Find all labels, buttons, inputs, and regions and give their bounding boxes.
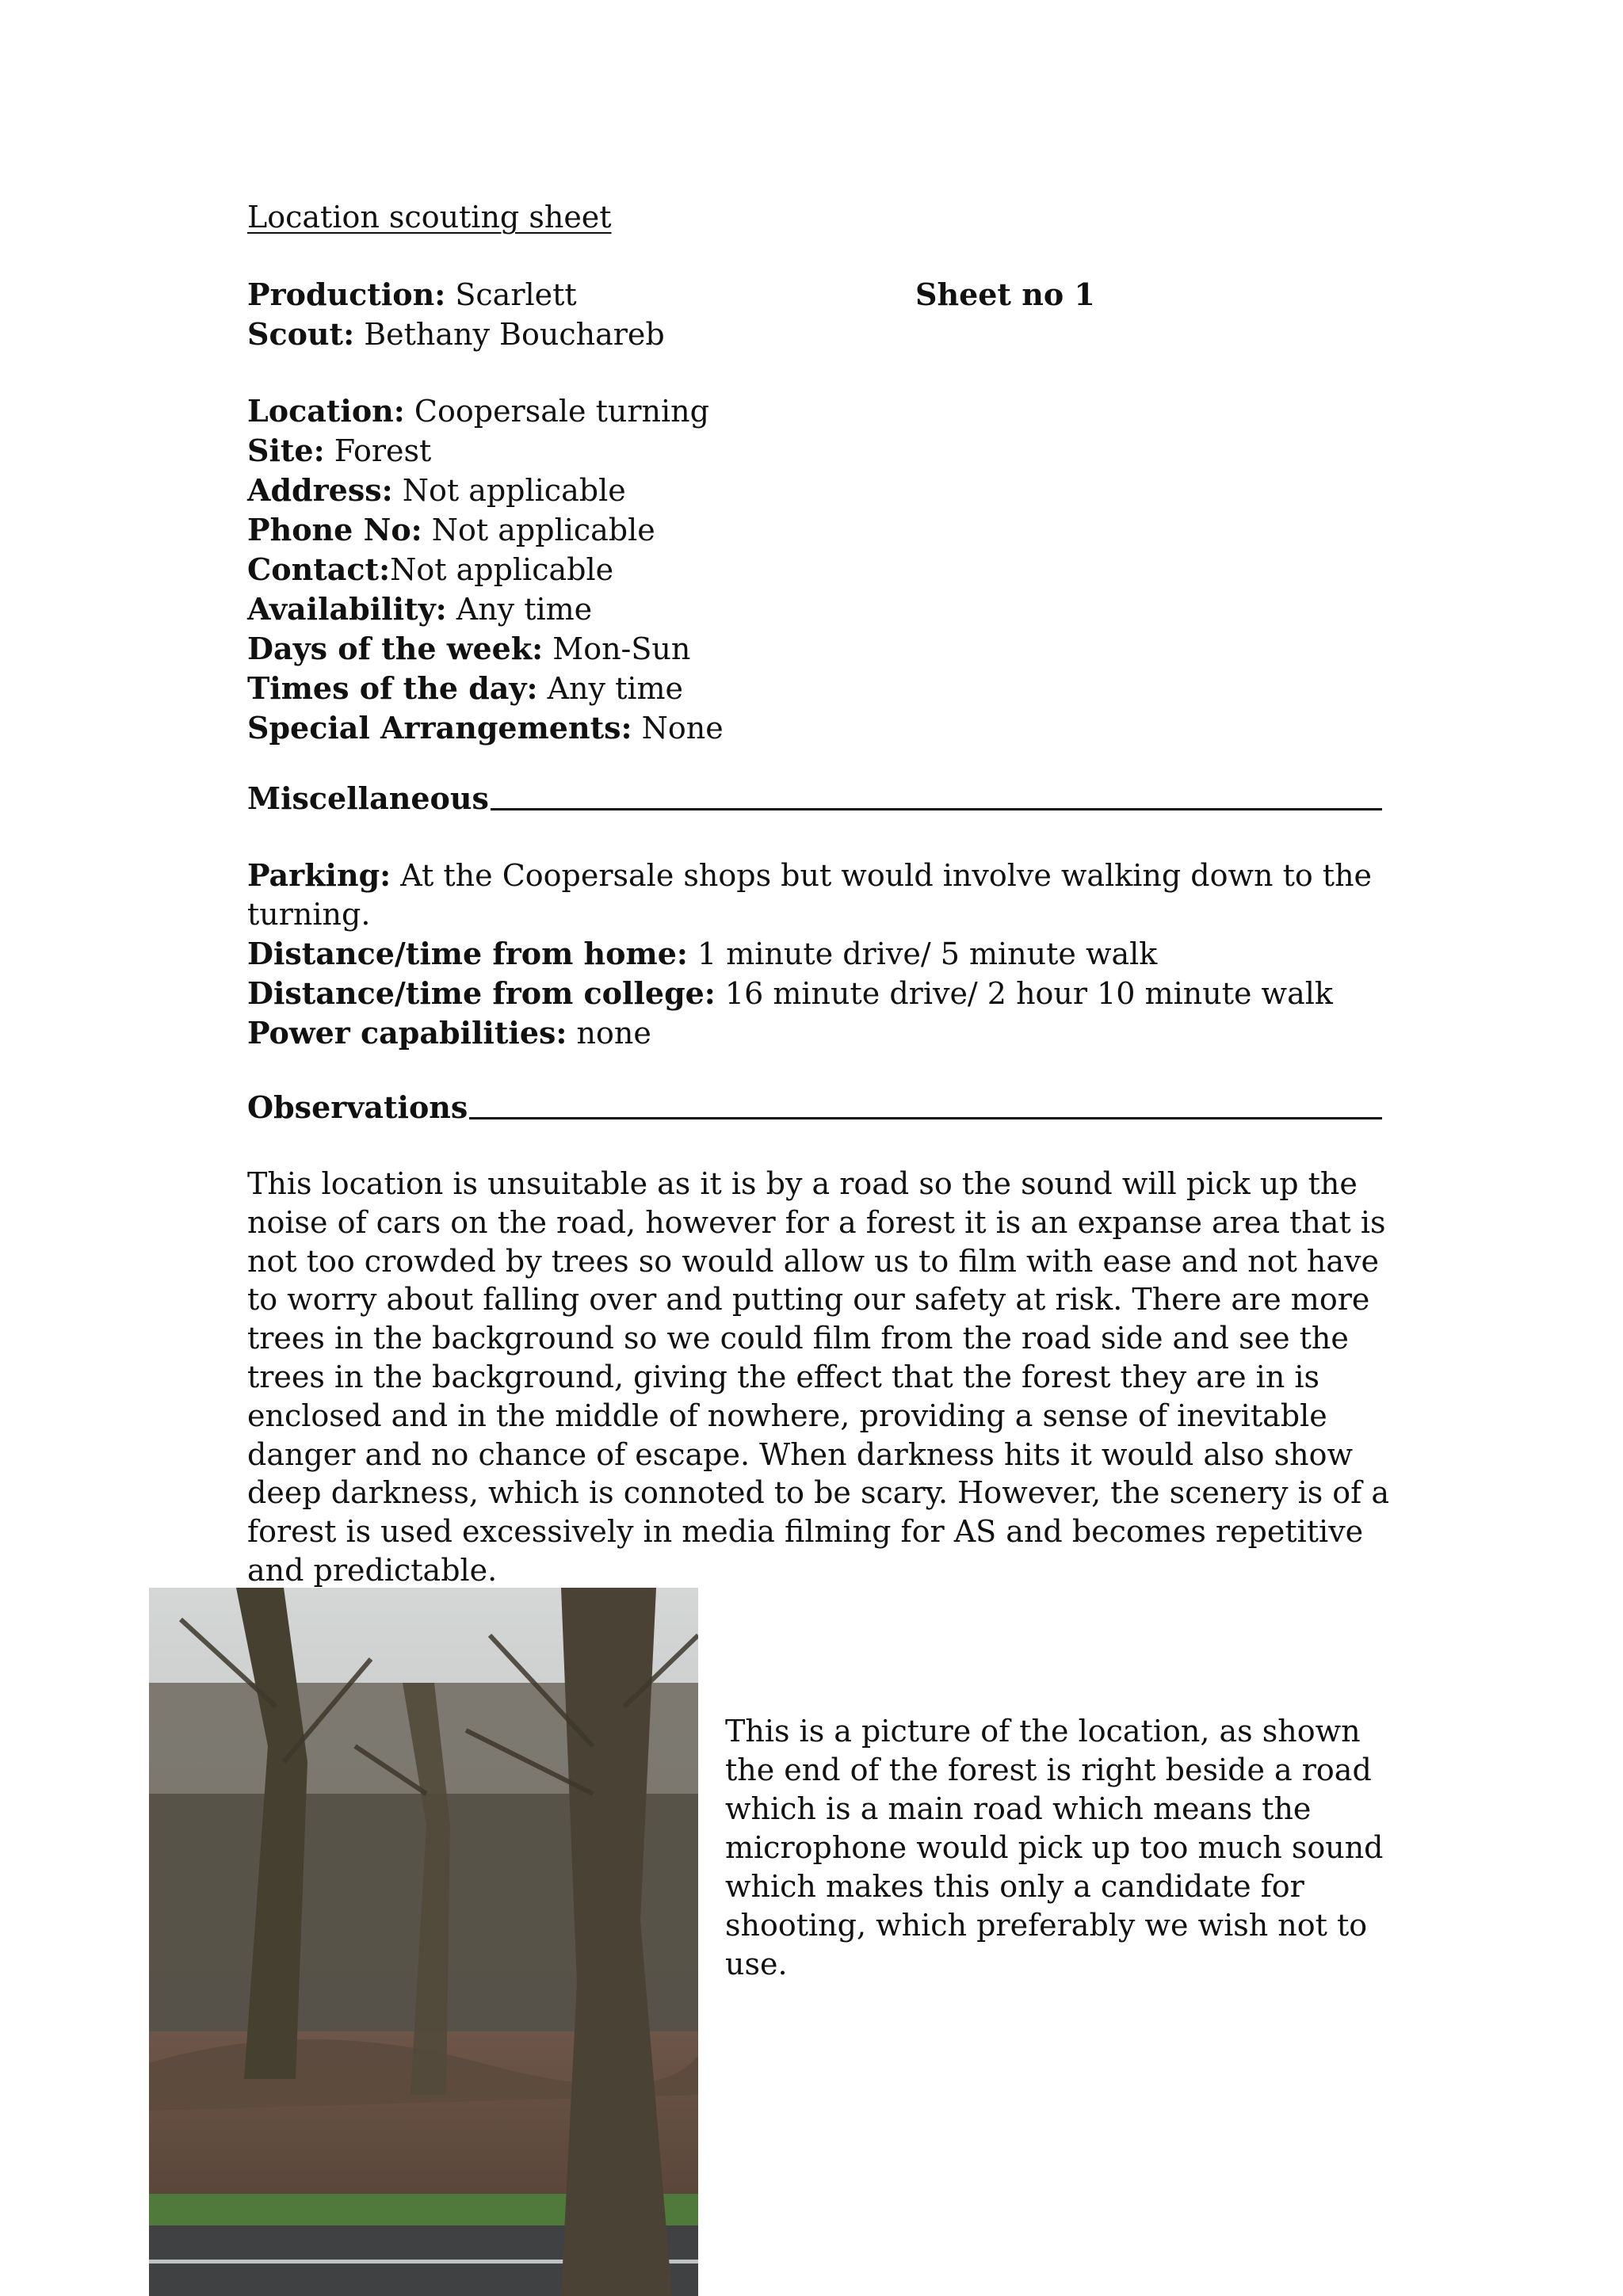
college-distance-value: 16 minute drive/ 2 hour 10 minute walk	[715, 976, 1333, 1011]
detail-label: Phone No:	[247, 512, 422, 547]
home-distance-line	[247, 934, 1388, 974]
parking-label: Parking:	[247, 857, 391, 893]
detail-value: Forest	[324, 433, 432, 468]
home-distance-label: Distance/time from home:	[247, 936, 688, 971]
document-title: Location scouting sheet	[247, 200, 612, 235]
detail-value: Coopersale turning	[404, 394, 709, 429]
detail-value: Not applicable	[392, 473, 626, 508]
details-block	[247, 391, 1388, 748]
detail-value: Not applicable	[390, 552, 614, 587]
detail-phone	[247, 510, 1388, 550]
observations-heading-text: Observations	[247, 1089, 468, 1125]
observations-rule	[469, 1117, 1382, 1119]
detail-times	[247, 669, 1388, 708]
production-line	[247, 275, 1388, 315]
parking-line	[247, 856, 1388, 934]
detail-label: Times of the day:	[247, 670, 538, 706]
production-label: Production:	[247, 277, 446, 312]
detail-contact	[247, 550, 1388, 589]
power-line	[247, 1013, 1388, 1053]
observations-heading	[247, 1088, 1382, 1127]
detail-location	[247, 391, 1388, 431]
detail-value: None	[632, 711, 724, 746]
power-value: none	[567, 1016, 651, 1051]
miscellaneous-heading	[247, 779, 1382, 818]
detail-days	[247, 629, 1388, 669]
miscellaneous-block	[247, 856, 1388, 1053]
detail-value: Any time	[537, 671, 684, 706]
scout-line	[247, 315, 1388, 354]
detail-address	[247, 471, 1388, 510]
observations-paragraph: This location is unsuitable as it is by a road so the sound will pick up the noise of cars on the road, however for a forest it is an expanse area that is not too crowded by trees so would allow us to film with ease and not have to worry about falling over and putting our safety at risk. There are more trees in the background so we could film from the road side and see the trees in the background, giving the effect that the forest they are in is enclosed and in the middle of nowhere, providing a sense of inevitable danger and no chance of escape. When darkness hits it would also show deep darkness, which is connoted to be scary. However, the scenery is of a forest is used excessively in media filming for AS and becomes repetitive and predictable.	[247, 1166, 1389, 1588]
production-value: Scarlett	[445, 277, 577, 312]
miscellaneous-heading-text: Miscellaneous	[247, 780, 489, 816]
college-distance-line	[247, 974, 1388, 1013]
detail-special-arrangements	[247, 708, 1388, 748]
detail-label: Special Arrangements:	[247, 710, 632, 746]
detail-label: Site:	[247, 433, 325, 468]
sheet-number: Sheet no 1	[915, 277, 1095, 312]
header-block	[247, 275, 1388, 354]
photo-caption: This is a picture of the location, as shown the end of the forest is right beside a road which is a main road which means the microphone would pick up too much sound which makes this only a candidate for shooting, which preferably we wish not to use.	[725, 1714, 1384, 1981]
college-distance-label: Distance/time from college:	[247, 975, 716, 1011]
power-label: Power capabilities:	[247, 1015, 567, 1051]
detail-value: Any time	[446, 592, 593, 627]
detail-label: Days of the week:	[247, 631, 544, 666]
detail-value: Mon-Sun	[543, 631, 691, 666]
detail-label: Address:	[247, 472, 393, 508]
detail-label: Availability:	[247, 591, 447, 627]
home-distance-value: 1 minute drive/ 5 minute walk	[687, 936, 1158, 971]
parking-value: At the Coopersale shops but would involve walking down to the turning.	[247, 858, 1373, 932]
location-photo	[149, 1588, 698, 2296]
detail-site	[247, 431, 1388, 471]
detail-label: Location:	[247, 393, 405, 429]
detail-label: Contact:	[247, 551, 391, 587]
forest-road-photo-image	[149, 1588, 698, 2296]
detail-value: Not applicable	[422, 513, 655, 547]
detail-availability	[247, 589, 1388, 629]
scout-label: Scout:	[247, 316, 355, 352]
scout-value: Bethany Bouchareb	[354, 317, 665, 352]
miscellaneous-rule	[491, 808, 1382, 810]
